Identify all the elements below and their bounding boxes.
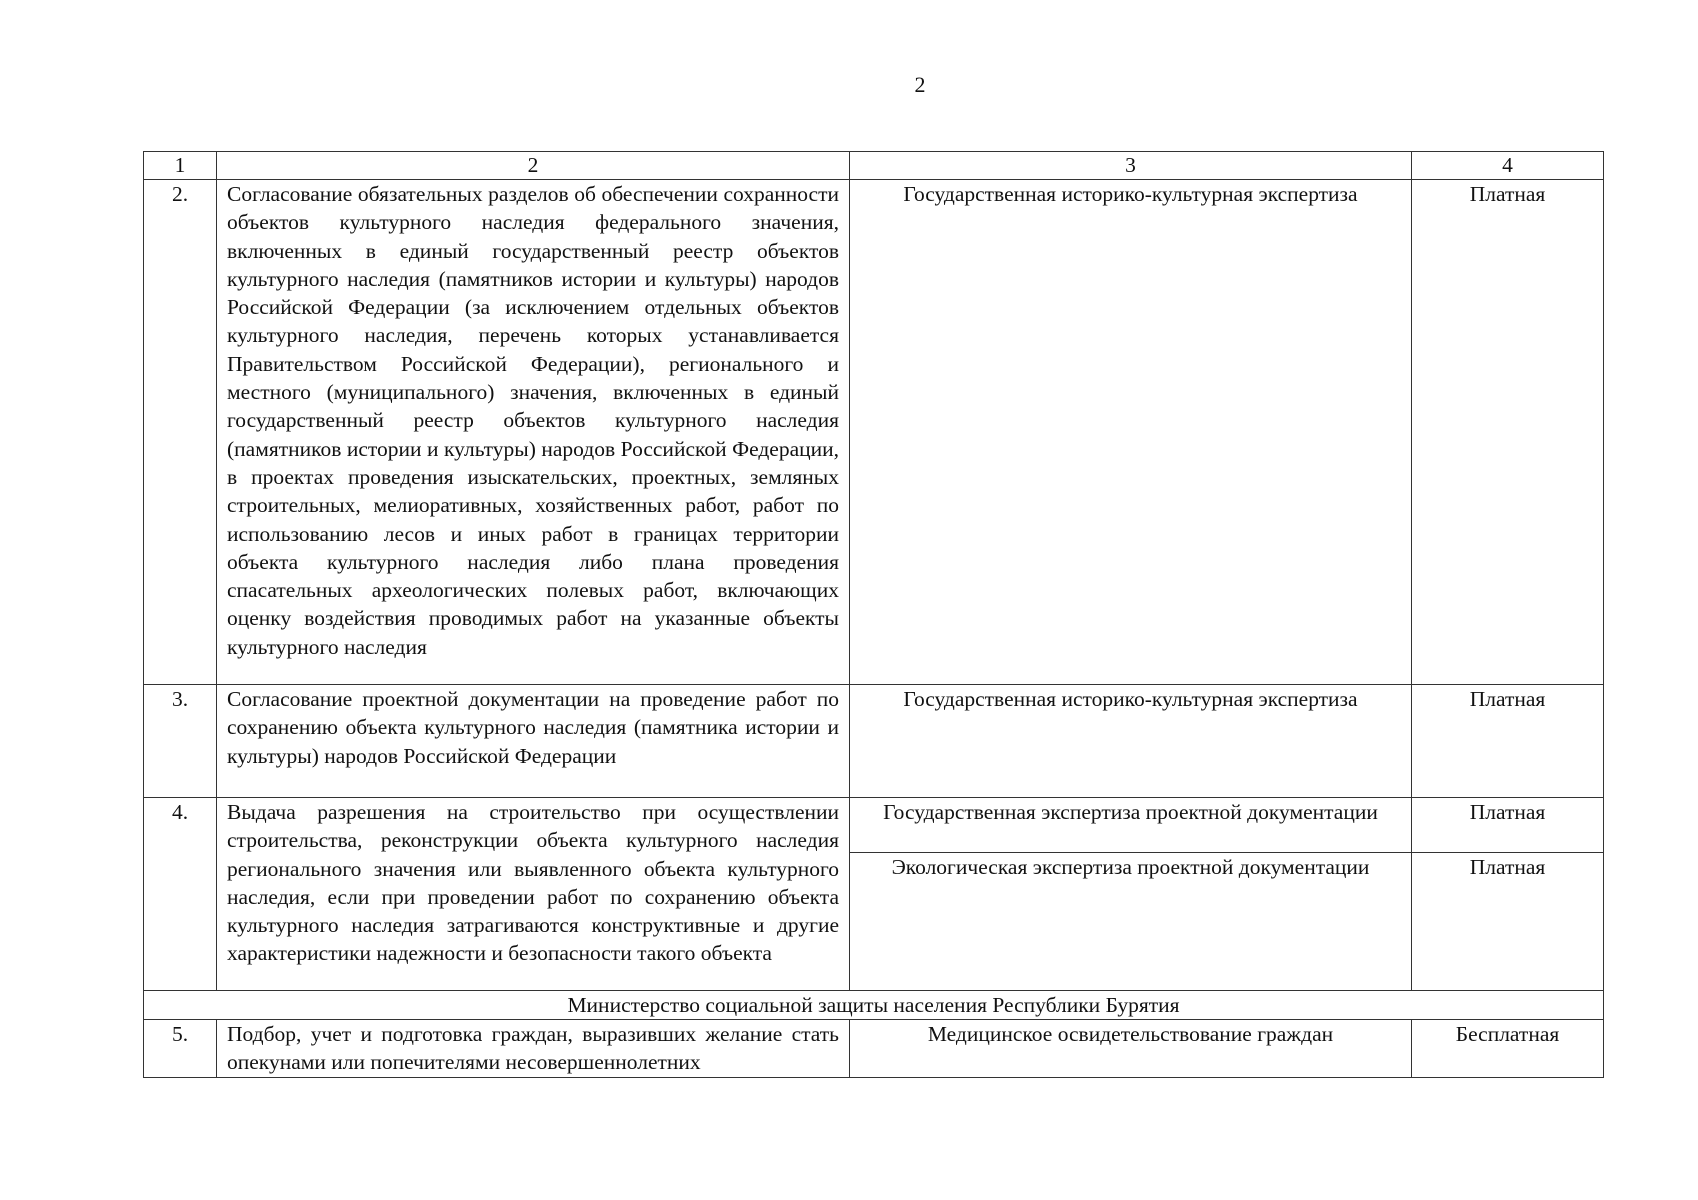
table-row	[144, 798, 1604, 853]
table-row	[144, 685, 1604, 798]
table-row	[144, 1020, 1604, 1078]
fee-type: Платная	[1412, 685, 1604, 798]
service-description: Выдача разрешения на строительство при осуществлении строительства, реконструкции объекта культурного наследия регионального значения или выявленного объекта культурного наследия, если при проведении работ по сохранению объекта культурного наследия затрагиваются конструктивные и другие характеристики надежности и безопасности такого объекта	[217, 798, 850, 991]
column-number-2: 2	[217, 152, 850, 180]
services-table	[143, 151, 1604, 1078]
required-service: Медицинское освидетельствование граждан	[850, 1020, 1412, 1078]
required-service: Экологическая экспертиза проектной документации	[850, 853, 1412, 991]
service-description: Согласование проектной документации на проведение работ по сохранению объекта культурного наследия (памятника истории и культуры) народов Российской Федерации	[217, 685, 850, 798]
required-service: Государственная историко-культурная экспертиза	[850, 180, 1412, 685]
section-title: Министерство социальной защиты населения Республики Бурятия	[144, 991, 1604, 1020]
fee-type: Бесплатная	[1412, 1020, 1604, 1078]
table-row	[144, 180, 1604, 685]
service-description: Согласование обязательных разделов об обеспечении сохранности объектов культурного наследия федерального значения, включенных в единый государственный реестр объектов культурного наследия (памятников истории и культуры) народов Российской Федерации (за исключением отдельных объектов культурного наследия, перечень которых устанавливается Правительством Российской Федерации), регионального и местного (муниципального) значения, включенных в единый государственный реестр объектов культурного наследия (памятников истории и культуры) народов Российской Федерации, в проектах проведения изыскательских, проектных, земляных строительных, мелиоративных, хозяйственных работ, работ по использованию лесов и иных работ в границах территории объекта культурного наследия либо плана проведения спасательных археологических полевых работ, включающих оценку воздействия проводимых работ на указанные объекты культурного наследия	[217, 180, 850, 685]
required-service: Государственная экспертиза проектной документации	[850, 798, 1412, 853]
fee-type: Платная	[1412, 180, 1604, 685]
section-row	[144, 991, 1604, 1020]
fee-type: Платная	[1412, 853, 1604, 991]
column-number-3: 3	[850, 152, 1412, 180]
column-number-1: 1	[144, 152, 217, 180]
column-number-4: 4	[1412, 152, 1604, 180]
required-service: Государственная историко-культурная экспертиза	[850, 685, 1412, 798]
page-number: 2	[914, 72, 926, 97]
row-number: 3.	[144, 685, 217, 798]
service-description: Подбор, учет и подготовка граждан, выразивших желание стать опекунами или попечителями несовершеннолетних	[217, 1020, 850, 1078]
fee-type: Платная	[1412, 798, 1604, 853]
table-header-row	[144, 152, 1604, 180]
row-number: 5.	[144, 1020, 217, 1078]
row-number: 4.	[144, 798, 217, 991]
row-number: 2.	[144, 180, 217, 685]
